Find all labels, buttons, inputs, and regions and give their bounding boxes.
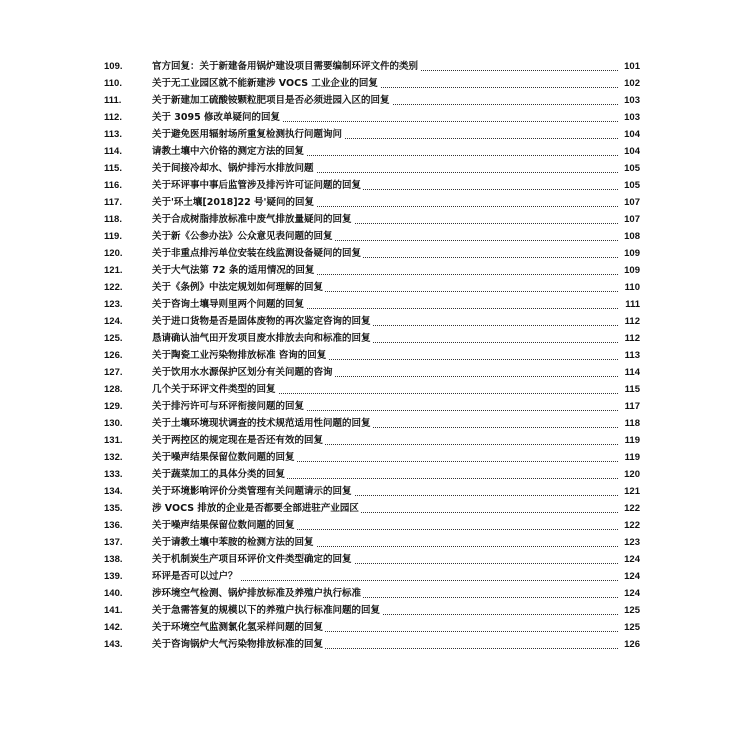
toc-entry[interactable] (0, 466, 740, 483)
toc-entry-number: 133. (104, 469, 123, 480)
toc-entry-title (152, 313, 618, 330)
toc-entry-number: 122. (104, 282, 123, 293)
toc-entry-title (152, 75, 618, 92)
toc-entry-title (152, 398, 618, 415)
toc-entry-page-number: 117 (624, 401, 640, 412)
toc-entry[interactable] (0, 279, 740, 296)
toc-entry-title-text: 关于新《公参办法》公众意见表问题的回复 (152, 231, 333, 242)
toc-entry[interactable] (0, 364, 740, 381)
toc-entry-page-number: 126 (624, 639, 640, 650)
toc-entry-title-text: 恳请确认油气田开发项目废水排放去向和标准的回复 (152, 333, 371, 344)
toc-entry-title (152, 211, 618, 228)
toc-entry-title (152, 92, 618, 109)
toc-entry[interactable] (0, 432, 740, 449)
toc-entry-number: 115. (104, 163, 122, 174)
toc-entry-number: 138. (104, 554, 123, 565)
toc-entry-title (152, 551, 618, 568)
toc-entry-title (152, 58, 618, 75)
toc-entry-page-number: 105 (624, 180, 640, 191)
toc-entry-title-text: 关于 3095 修改单疑问的回复 (152, 112, 281, 123)
toc-entry[interactable] (0, 551, 740, 568)
toc-entry-title (152, 432, 618, 449)
toc-entry-title (152, 466, 618, 483)
toc-entry[interactable] (0, 585, 740, 602)
toc-entry-title-text: 关于环境空气监测氯化氢采样问题的回复 (152, 622, 324, 633)
toc-entry-page-number: 101 (624, 61, 640, 72)
toc-entry[interactable] (0, 126, 740, 143)
toc-entry-page-number: 120 (624, 469, 640, 480)
toc-entry-title (152, 177, 618, 194)
toc-entry-title (152, 619, 618, 636)
toc-entry-title-text: 关于'环土壤[2018]22 号'疑问的回复 (152, 197, 314, 208)
toc-entry-number: 130. (104, 418, 123, 429)
toc-entry-number: 111. (104, 95, 122, 106)
toc-entry[interactable] (0, 58, 740, 75)
toc-entry-title (152, 143, 618, 160)
toc-entry-title-text: 关于噪声结果保留位数问题的回复 (152, 452, 295, 463)
toc-entry-page-number: 118 (624, 418, 640, 429)
toc-entry-title (152, 585, 618, 602)
toc-entry-title-text: 请教土壤中六价铬的测定方法的回复 (152, 146, 305, 157)
toc-entry-title-text: 关于急需答复的规模以下的养殖户执行标准问题的回复 (152, 605, 381, 616)
toc-entry-title (152, 483, 618, 500)
toc-entry[interactable] (0, 534, 740, 551)
toc-entry[interactable] (0, 313, 740, 330)
toc-entry-title-text: 涉 VOCS 排放的企业是否都要全部进驻产业园区 (152, 503, 359, 514)
toc-entry-title-text: 关于非重点排污单位安装在线监测设备疑问的回复 (152, 248, 362, 259)
toc-entry-number: 134. (104, 486, 123, 497)
toc-entry-number: 136. (104, 520, 123, 531)
toc-entry-page-number: 107 (624, 214, 640, 225)
toc-entry-page-number: 104 (624, 129, 640, 140)
toc-entry-page-number: 114 (624, 367, 640, 378)
toc-entry[interactable] (0, 194, 740, 211)
toc-entry-title-text: 关于排污许可与环评衔接问题的回复 (152, 401, 305, 412)
toc-entry-number: 126. (104, 350, 123, 361)
toc-entry-number: 113. (104, 129, 122, 140)
toc-entry-page-number: 109 (624, 265, 640, 276)
toc-entry-number: 121. (104, 265, 123, 276)
toc-entry-title (152, 568, 618, 585)
toc-entry[interactable] (0, 296, 740, 313)
toc-entry-title-text: 环评是否可以过户？ (152, 571, 238, 582)
toc-entry-page-number: 112 (624, 333, 640, 344)
toc-entry[interactable] (0, 245, 740, 262)
toc-entry-title (152, 534, 618, 551)
toc-entry-number: 142. (104, 622, 123, 633)
toc-entry-page-number: 108 (624, 231, 640, 242)
toc-entry-title (152, 415, 618, 432)
toc-entry-page-number: 112 (624, 316, 640, 327)
toc-entry-number: 112. (104, 112, 122, 123)
toc-entry-number: 119. (104, 231, 122, 242)
toc-entry-page-number: 123 (624, 537, 640, 548)
toc-entry-title-text: 关于避免医用辐射场所重复检测执行问题询问 (152, 129, 343, 140)
toc-entry[interactable] (0, 143, 740, 160)
toc-entry-page-number: 104 (624, 146, 640, 157)
toc-entry-number: 141. (104, 605, 123, 616)
toc-entry[interactable] (0, 160, 740, 177)
toc-entry-title (152, 364, 618, 381)
toc-entry[interactable] (0, 619, 740, 636)
toc-entry-title (152, 636, 618, 653)
toc-entry-number: 123. (104, 299, 123, 310)
toc-entry-title-text: 关于大气法第 72 条的适用情况的回复 (152, 265, 315, 276)
toc-entry-number: 139. (104, 571, 123, 582)
toc-entry-title (152, 449, 618, 466)
toc-entry-title (152, 245, 618, 262)
toc-entry-page-number: 111 (625, 299, 640, 310)
toc-entry[interactable] (0, 211, 740, 228)
toc-entry-number: 140. (104, 588, 123, 599)
toc-entry-number: 124. (104, 316, 123, 327)
toc-entry-title-text: 关于蔬菜加工的具体分类的回复 (152, 469, 286, 480)
toc-entry-page-number: 124 (624, 588, 640, 599)
toc-entry-title-text: 关于请教土壤中苯胺的检测方法的回复 (152, 537, 314, 548)
toc-entry-title-text: 关于《条例》中法定规划如何理解的回复 (152, 282, 324, 293)
toc-entry[interactable] (0, 517, 740, 534)
toc-entry-title-text: 官方回复：关于新建备用锅炉建设项目需要编制环评文件的类别 (152, 61, 419, 72)
toc-entry-number: 127. (104, 367, 123, 378)
toc-entry[interactable] (0, 483, 740, 500)
toc-entry[interactable] (0, 568, 740, 585)
toc-entry[interactable] (0, 500, 740, 517)
toc-entry[interactable] (0, 177, 740, 194)
toc-entry-number: 109. (104, 61, 123, 72)
toc-entry-page-number: 107 (624, 197, 640, 208)
toc-entry[interactable] (0, 262, 740, 279)
toc-entry-title-text: 关于环境影响评价分类管理有关问题请示的回复 (152, 486, 352, 497)
toc-entry-number: 117. (104, 197, 122, 208)
toc-entry[interactable] (0, 415, 740, 432)
toc-entry-number: 128. (104, 384, 123, 395)
toc-entry-title-text: 关于无工业园区就不能新建涉 VOCS 工业企业的回复 (152, 78, 378, 89)
toc-entry-page-number: 102 (624, 78, 640, 89)
toc-entry-page-number: 122 (624, 520, 640, 531)
toc-entry[interactable] (0, 347, 740, 364)
toc-entry[interactable] (0, 92, 740, 109)
toc-entry-number: 118. (104, 214, 122, 225)
toc-entry-number: 116. (104, 180, 122, 191)
toc-entry-title (152, 347, 618, 364)
toc-entry-title (152, 262, 618, 279)
toc-entry-title-text: 涉环境空气检测、锅炉排放标准及养殖户执行标准 (152, 588, 362, 599)
toc-entry-title-text: 几个关于环评文件类型的回复 (152, 384, 276, 395)
toc-entry-title (152, 517, 618, 534)
toc-entry-title (152, 109, 618, 126)
toc-entry-title-text: 关于间接冷却水、锅炉排污水排放问题 (152, 163, 314, 174)
toc-entry-number: 135. (104, 503, 123, 514)
toc-entry-title-text: 关于土壤环境现状调查的技术规范适用性问题的回复 (152, 418, 371, 429)
toc-entry-title-text: 关于环评事中事后监管涉及排污许可证问题的回复 (152, 180, 362, 191)
toc-entry[interactable] (0, 381, 740, 398)
toc-entry-page-number: 121 (624, 486, 640, 497)
toc-entry-number: 143. (104, 639, 123, 650)
toc-entry-number: 137. (104, 537, 123, 548)
toc-entry-page-number: 124 (624, 571, 640, 582)
toc-entry-title (152, 500, 618, 517)
toc-entry-page-number: 115 (624, 384, 640, 395)
toc-entry-number: 110. (104, 78, 122, 89)
toc-entry-page-number: 105 (624, 163, 640, 174)
toc-entry-page-number: 113 (624, 350, 640, 361)
toc-entry-page-number: 109 (624, 248, 640, 259)
toc-entry-title-text: 关于机制炭生产项目环评价文件类型确定的回复 (152, 554, 352, 565)
toc-entry-page-number: 124 (624, 554, 640, 565)
toc-entry[interactable] (0, 109, 740, 126)
toc-entry-number: 114. (104, 146, 122, 157)
toc-entry-number: 131. (104, 435, 123, 446)
toc-entry-page-number: 122 (624, 503, 640, 514)
toc-entry-title (152, 160, 618, 177)
toc-entry-title-text: 关于咨询锅炉大气污染物排放标准的回复 (152, 639, 324, 650)
toc-entry-title-text: 关于噪声结果保留位数问题的回复 (152, 520, 295, 531)
toc-entry-title (152, 296, 618, 313)
toc-entry-number: 120. (104, 248, 123, 259)
toc-entry-page-number: 119 (624, 435, 640, 446)
toc-entry[interactable] (0, 602, 740, 619)
toc-entry-title (152, 279, 618, 296)
toc-entry-title-text: 关于两控区的规定现在是否还有效的回复 (152, 435, 324, 446)
toc-entry-page-number: 103 (624, 112, 640, 123)
toc-entry-title-text: 关于咨询土壤导则里两个问题的回复 (152, 299, 305, 310)
toc-entry[interactable] (0, 228, 740, 245)
toc-entry-page-number: 125 (624, 605, 640, 616)
toc-entry-page-number: 103 (624, 95, 640, 106)
toc-entry-title-text: 关于饮用水水源保护区划分有关问题的咨询 (152, 367, 333, 378)
toc-entry-title (152, 194, 618, 211)
toc-entry-title (152, 126, 618, 143)
toc-entry[interactable] (0, 398, 740, 415)
toc-entry-number: 129. (104, 401, 123, 412)
toc-entry-number: 132. (104, 452, 123, 463)
toc-entry-title-text: 关于陶瓷工业污染物排放标准 咨询的回复 (152, 350, 327, 361)
toc-entry-title (152, 381, 618, 398)
toc-entry-title-text: 关于进口货物是否是固体废物的再次鉴定咨询的回复 (152, 316, 371, 327)
toc-entry-page-number: 125 (624, 622, 640, 633)
toc-entry[interactable] (0, 449, 740, 466)
toc-entry[interactable] (0, 636, 740, 653)
toc-entry-title (152, 602, 618, 619)
toc-entry-page-number: 110 (624, 282, 640, 293)
toc-entry[interactable] (0, 330, 740, 347)
toc-entry-number: 125. (104, 333, 123, 344)
toc-entry-title (152, 228, 618, 245)
toc-entry-title-text: 关于新建加工硫酸铵颗粒肥项目是否必须进园入区的回复 (152, 95, 390, 106)
toc-entry-title-text: 关于合成树脂排放标准中废气排放量疑问的回复 (152, 214, 352, 225)
table-of-contents (0, 58, 740, 653)
toc-entry[interactable] (0, 75, 740, 92)
toc-entry-title (152, 330, 618, 347)
toc-entry-page-number: 119 (624, 452, 640, 463)
